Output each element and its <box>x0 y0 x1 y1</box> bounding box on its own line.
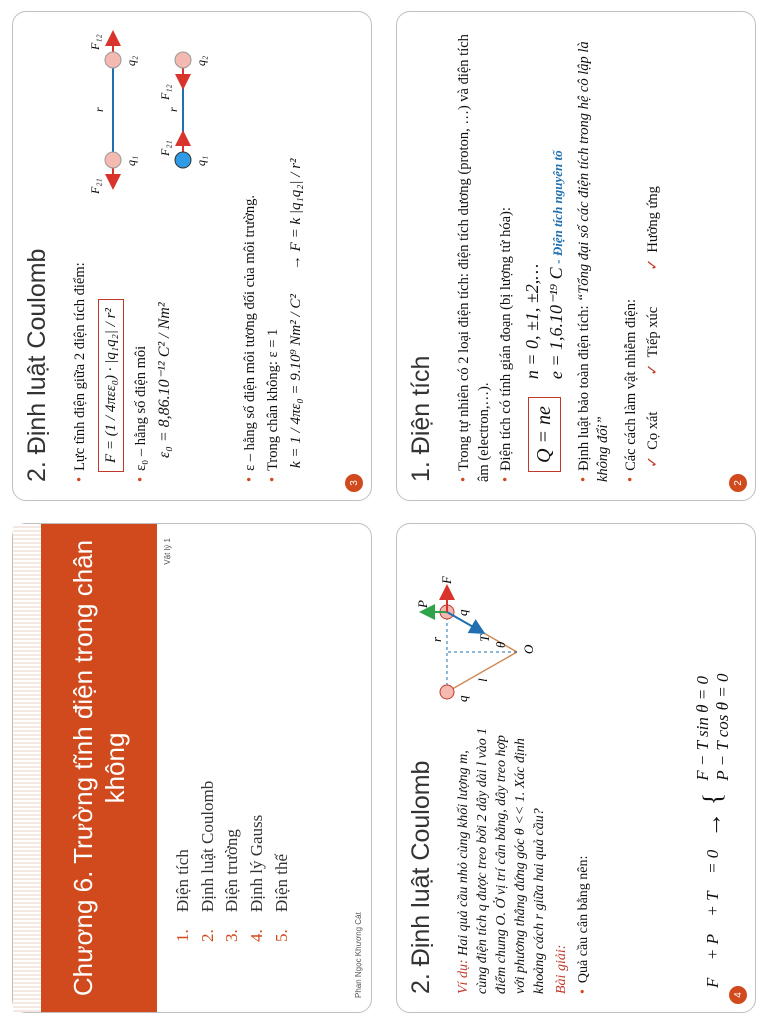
label-f12: F₁₂ <box>158 84 172 100</box>
example-text: Ví dụ: Hai quả cầu nhỏ cùng khối lượng m, cùng điện tích q được treo bởi 2 dây dài l vào 1 điểm chung O. Ở vị trí cân bằng, dây treo hợp với phương thẳng đứng góc θ << 1. Xác định khoảng cách r giữa hai quả cầu? <box>456 727 547 994</box>
slide-3 <box>12 11 372 501</box>
label-f21: F₂₁ <box>88 178 102 194</box>
toc-list <box>171 781 294 942</box>
slide-body <box>71 202 184 482</box>
label-q2: q₂ <box>194 55 208 66</box>
charge-q1 <box>105 152 121 168</box>
bullet-vacuum: • Trong chân không: ε = 1 <box>264 26 284 482</box>
label-q2: q₂ <box>124 55 138 66</box>
formula-sum: F⃗ + P⃗ + T⃗ = 0 <box>703 849 722 988</box>
page-number: 2 <box>729 474 747 492</box>
formula-n: n = 0, ±1, ±2,… <box>521 263 542 380</box>
formula-sys2: P − T cos θ = 0 <box>713 673 732 781</box>
toc-item-5[interactable]: 5.Điện thế <box>271 853 291 942</box>
formula-k: k = 1 / 4πε₀ = 9.10⁹ Nm² / C² <box>288 294 305 468</box>
bullet-eps: • ε – hằng số điện môi tương đối của môi trường. <box>241 26 261 482</box>
charge-q2-positive <box>175 52 191 68</box>
label-r: r <box>166 107 180 112</box>
label-q-right: q <box>455 609 470 616</box>
method-item: ✓Tiếp xúc <box>645 306 662 376</box>
slide-cell-2 <box>384 0 768 512</box>
author: Phan Ngọc Khương Cát <box>354 912 363 998</box>
toc-item-2[interactable]: 2.Định luật Coulomb <box>197 780 217 942</box>
method-item: ✓Cọ xát <box>645 411 662 468</box>
label-l: l <box>475 678 490 682</box>
label-q-left: q <box>455 695 470 702</box>
check-icon: ✓ <box>645 455 662 468</box>
slide-cell-1 <box>0 512 384 1024</box>
check-icon: ✓ <box>645 258 662 271</box>
label-f12: F₁₂ <box>88 34 102 50</box>
bullet-conservation: • Định luật bảo toàn điện tích: “Tổng đại số các điện tích trong hệ cô lập là không đổi” <box>575 26 614 482</box>
toc-item-1[interactable]: 1.Điện tích <box>173 849 192 942</box>
slide-cell-4 <box>384 512 768 1024</box>
title-stripe <box>13 524 41 1012</box>
solution-label: Bài giải: <box>554 944 570 994</box>
label-f21: F₂₁ <box>158 140 172 156</box>
slide-body <box>455 724 597 994</box>
slide-cell-3 <box>0 0 384 512</box>
toc-item-4[interactable]: 4.Định lý Gauss <box>246 814 266 942</box>
equilibrium-equations <box>693 674 733 988</box>
slide-1 <box>12 523 372 1013</box>
string-left <box>447 652 517 692</box>
formula-coulomb: F = (1 / 4πεε₀) · |q₁q₂| / r² <box>98 299 124 472</box>
label-theta: θ <box>493 641 508 648</box>
slide-body-lower <box>241 26 306 482</box>
bullet-charge-types: • Trong tự nhiên có 2 loại điện tích: điện tích dương (proton, …) và điện tích âm (electron,…). <box>455 26 494 482</box>
bullet-equilibrium: • Quả cầu cân bằng nên: <box>575 724 594 994</box>
formula-sys1: F − T sin θ = 0 <box>693 676 712 781</box>
slide-2 <box>396 11 756 501</box>
bullet-methods: • Các cách làm vật nhiễm điện: <box>622 26 642 482</box>
ball-left <box>440 685 454 699</box>
bullet-eps0: • ε₀ – hằng số điện môi <box>132 202 152 482</box>
label-P: P⃗ <box>415 589 430 608</box>
label-T: T⃗ <box>477 624 492 642</box>
label-F: F⃗ <box>439 565 454 584</box>
toc-item-3[interactable]: 3.Điện trường <box>222 829 242 942</box>
label-O: O <box>521 644 536 654</box>
pendulum-diagram <box>417 522 587 712</box>
charge-q1-negative <box>175 152 191 168</box>
slide-title: 2. Định luật Coulomb <box>407 760 435 994</box>
slide-title: 2. Định luật Coulomb <box>23 248 51 482</box>
methods-list <box>644 26 664 468</box>
method-item: ✓Hưởng ứng <box>645 186 662 271</box>
elementary-charge-note: - Điện tích nguyên tố <box>549 150 565 264</box>
page-number: 3 <box>345 474 363 492</box>
check-icon: ✓ <box>645 363 662 376</box>
slide-body <box>455 26 664 482</box>
label-r: r <box>92 107 106 112</box>
formula-q-ne: Q = ne <box>528 397 561 472</box>
label-q1: q₁ <box>194 155 208 166</box>
formula-eps0: ε₀ = 8,86.10⁻¹² C² / Nm² <box>156 302 174 458</box>
bullet-force: • Lực tĩnh điện giữa 2 điện tích điểm: <box>71 202 91 482</box>
slide-4 <box>396 523 756 1013</box>
chapter-title: Chương 6. Trường tĩnh điện trong chân không <box>41 524 157 1012</box>
bullet-quantized: • Điện tích có tính gián đoạn (bị lượng tử hóa): <box>497 26 517 482</box>
charge-q2 <box>105 52 121 68</box>
formula-result: → F = k |q₁q₂| / r² <box>288 158 305 271</box>
page-number: 4 <box>729 986 747 1004</box>
charge-diagram <box>73 20 233 200</box>
arrow-brace: → { <box>698 792 727 838</box>
label-q1: q₁ <box>124 155 138 166</box>
course-name: Vật lý 1 <box>163 538 172 565</box>
slide-title: 1. Điện tích <box>407 355 435 482</box>
formula-e: e = 1,6.10⁻¹⁹ C <box>545 267 566 380</box>
label-r: r <box>429 636 444 642</box>
